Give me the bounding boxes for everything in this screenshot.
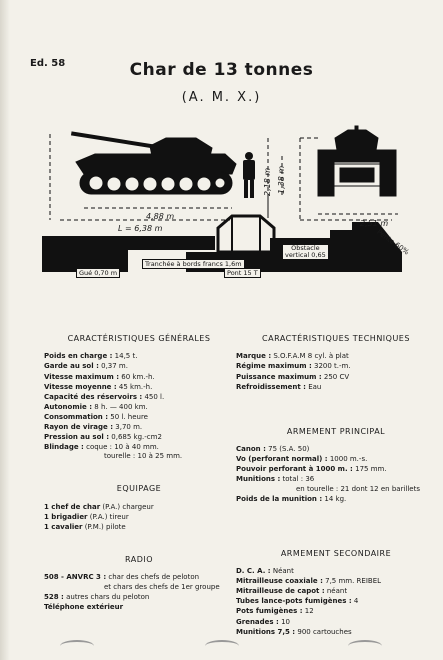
tank-front-view bbox=[318, 126, 396, 196]
main-armament-list bbox=[236, 445, 436, 504]
general-spec-row bbox=[44, 403, 234, 412]
general-spec-row bbox=[44, 373, 234, 382]
secondary-armament-row-value: 900 cartouches bbox=[297, 627, 352, 636]
dimension-height-tank: 2,18 m bbox=[263, 167, 272, 196]
general-spec-row-key: Autonomie : bbox=[44, 402, 93, 411]
general-spec-row bbox=[44, 433, 234, 442]
secondary-armament-row-value: 10 bbox=[281, 617, 290, 626]
tech-list bbox=[236, 352, 436, 391]
page-subtitle: (A. M. X.) bbox=[181, 90, 262, 105]
tech-spec-row-value: Eau bbox=[308, 382, 322, 391]
radio-row bbox=[44, 573, 234, 591]
crew-row bbox=[44, 503, 234, 512]
general-spec-row-key: Pression au sol : bbox=[44, 433, 110, 442]
general-spec-row bbox=[44, 383, 234, 392]
main-armament-row-value: total : 36 bbox=[282, 475, 315, 484]
general-spec-row-value: coque : 10 à 40 mm. bbox=[86, 443, 159, 452]
general-spec-row-value: 60 km.-h. bbox=[121, 372, 155, 381]
radio-row-key: 508 - ANVRC 3 : bbox=[44, 573, 107, 582]
radio-row-value: char des chefs de peloton bbox=[108, 573, 200, 582]
main-armament-row-value: 75 (S.A. 50) bbox=[268, 445, 310, 454]
crew-row-key: 1 cavalier bbox=[44, 523, 83, 531]
radio-row-key: Téléphone extérieur bbox=[44, 602, 124, 611]
secondary-armament-row-key: Munitions 7,5 : bbox=[236, 627, 296, 636]
label-trench: Tranchée à bords francs 1,6m bbox=[142, 259, 245, 269]
secondary-armament-row-key: Grenades : bbox=[236, 617, 279, 626]
secondary-armament-row-value: néant bbox=[326, 587, 348, 596]
secondary-armament-row bbox=[236, 577, 436, 586]
radio-row-value: autres chars du peloton bbox=[66, 592, 150, 601]
crew-row-key: 1 chef de char bbox=[44, 502, 101, 511]
left-column bbox=[44, 334, 234, 613]
secondary-armament-row-key: Tubes lance-pots fumigènes : bbox=[236, 597, 352, 606]
label-obstacle: Obstacle vertical 0,65 bbox=[282, 244, 329, 260]
general-spec-row-key: Poids en charge : bbox=[44, 352, 113, 361]
general-title: CARACTÉRISTIQUES GÉNÉRALES bbox=[67, 334, 211, 343]
main-armament-row-key: Pouvoir perforant à 1000 m. : bbox=[236, 465, 353, 474]
general-spec-row-key: Rayon de virage : bbox=[44, 423, 114, 432]
tank-diagram bbox=[0, 120, 443, 290]
radio-title: RADIO bbox=[124, 555, 154, 565]
crew-list bbox=[44, 503, 234, 532]
main-armament-row bbox=[236, 445, 436, 454]
crew-row bbox=[44, 513, 234, 522]
general-spec-row bbox=[44, 362, 234, 371]
tech-spec-row-value: S.O.F.A.M 8 cyl. à plat bbox=[273, 352, 349, 361]
main-armament-row-key: Munitions : bbox=[236, 475, 281, 484]
general-spec-row bbox=[44, 423, 234, 432]
secondary-armament-row bbox=[236, 597, 436, 606]
secondary-armament-row bbox=[236, 628, 436, 637]
tech-spec-row bbox=[236, 362, 436, 371]
dimension-length-total: L = 6,38 m bbox=[118, 224, 163, 233]
general-spec-row-key: Garde au sol : bbox=[44, 362, 99, 371]
secondary-armament-row bbox=[236, 587, 436, 596]
right-column bbox=[236, 334, 436, 638]
dimension-height-hull: 1,38 m bbox=[277, 165, 286, 194]
tech-title: CARACTÉRISTIQUES TECHNIQUES bbox=[262, 334, 410, 343]
general-spec-row bbox=[44, 352, 234, 361]
tech-spec-row bbox=[236, 352, 436, 361]
main-armament-row bbox=[236, 465, 436, 474]
dimension-width: 2,51 m bbox=[360, 219, 389, 228]
label-slope: Pente 60% bbox=[375, 228, 411, 257]
radio-row-key: 528 : bbox=[44, 592, 64, 601]
edition-number: Ed. 58 bbox=[30, 58, 66, 69]
main-armament-row-key: Poids de la munition : bbox=[236, 494, 323, 503]
tech-spec-row bbox=[236, 373, 436, 382]
binding-mark bbox=[60, 640, 94, 652]
main-armament-row bbox=[236, 455, 436, 464]
secondary-armament-row-key: Mitrailleuse coaxiale : bbox=[236, 577, 323, 586]
crew-row-key: 1 brigadier bbox=[44, 512, 88, 521]
crew-row-value: (P.A.) tireur bbox=[89, 512, 129, 521]
general-spec-row-subvalue: tourelle : 10 à 25 mm. bbox=[104, 452, 183, 461]
crew-row-value: (P.A.) chargeur bbox=[102, 502, 154, 511]
main-armament-row-key: Canon : bbox=[236, 445, 266, 454]
tech-spec-row-key: Puissance maximum : bbox=[236, 372, 322, 381]
main-armament-row bbox=[236, 475, 436, 493]
general-list bbox=[44, 352, 234, 461]
general-spec-row bbox=[44, 393, 234, 402]
general-spec-row-key: Vitesse maximum : bbox=[44, 372, 120, 381]
label-ford: Gué 0,70 m bbox=[76, 268, 120, 278]
tank-side-view bbox=[72, 132, 236, 194]
secondary-armament-row-key: Pots fumigènes : bbox=[236, 607, 303, 616]
main-armament-row-value: 14 kg. bbox=[324, 494, 347, 503]
main-armament-row bbox=[236, 495, 436, 504]
radio-list bbox=[44, 573, 234, 611]
general-spec-row-key: Blindage : bbox=[44, 443, 84, 452]
main-armament-row-value: 175 mm. bbox=[355, 465, 387, 474]
main-armament-title: ARMEMENT PRINCIPAL bbox=[286, 426, 386, 436]
general-spec-row-key: Vitesse moyenne : bbox=[44, 382, 117, 391]
general-spec-row-value: 0,37 m. bbox=[101, 362, 128, 371]
secondary-armament-row-key: D. C. A. : bbox=[236, 567, 271, 576]
binding-mark bbox=[348, 640, 382, 652]
general-spec-row-value: 0,685 kg.-cm2 bbox=[111, 433, 162, 442]
page-title: Char de 13 tonnes bbox=[129, 60, 314, 80]
secondary-armament-title: ARMEMENT SECONDAIRE bbox=[280, 548, 392, 558]
general-spec-row-key: Capacité des réservoirs : bbox=[44, 392, 143, 401]
tech-spec-row-key: Régime maximum : bbox=[236, 362, 312, 371]
secondary-armament-row bbox=[236, 567, 436, 576]
radio-row bbox=[44, 603, 234, 612]
crew-row-value: (P.M.) pilote bbox=[84, 523, 126, 531]
crew-row bbox=[44, 523, 234, 532]
general-spec-row-value: 50 l. heure bbox=[110, 412, 148, 421]
label-bridge: Pont 15 T bbox=[224, 268, 261, 278]
main-armament-row-value: 1000 m.-s. bbox=[329, 455, 368, 464]
secondary-armament-row bbox=[236, 618, 436, 627]
secondary-armament-row-value: Néant bbox=[272, 567, 294, 576]
tech-spec-row bbox=[236, 383, 436, 392]
tech-spec-row-value: 3200 t.-m. bbox=[314, 362, 351, 371]
radio-row bbox=[44, 593, 234, 602]
secondary-armament-row-key: Mitrailleuse de capot : bbox=[236, 587, 325, 596]
crew-title: EQUIPAGE bbox=[116, 484, 162, 494]
radio-row-subvalue: et chars des chefs de 1er groupe bbox=[104, 582, 220, 591]
general-spec-row-value: 8 h. — 400 km. bbox=[94, 402, 148, 411]
secondary-armament-list bbox=[236, 567, 436, 637]
general-spec-row-value: 3,70 m. bbox=[115, 423, 143, 432]
main-armament-row-key: Vo (perforant normal) : bbox=[236, 455, 328, 464]
binding-mark bbox=[205, 640, 239, 652]
general-spec-row-key: Consommation : bbox=[44, 412, 108, 421]
general-spec-row bbox=[44, 413, 234, 422]
main-armament-row-subvalue: en tourelle : 21 dont 12 en barillets bbox=[296, 484, 420, 493]
dimension-length-hull: 4,88 m bbox=[146, 212, 175, 221]
secondary-armament-row-value: 12 bbox=[304, 607, 314, 616]
secondary-armament-row-value: 7,5 mm. REIBEL bbox=[325, 577, 382, 586]
tech-spec-row-key: Marque : bbox=[236, 352, 272, 361]
general-spec-row-value: 450 l. bbox=[144, 392, 165, 401]
soldier-silhouette bbox=[243, 152, 255, 198]
general-spec-row-value: 14,5 t. bbox=[114, 352, 138, 361]
general-spec-row-value: 45 km.-h. bbox=[118, 382, 153, 391]
tech-spec-row-value: 250 CV bbox=[323, 372, 350, 381]
secondary-armament-row-value: 4 bbox=[353, 597, 359, 606]
tech-spec-row-key: Refroidissement : bbox=[236, 382, 306, 391]
general-spec-row bbox=[44, 443, 234, 461]
secondary-armament-row bbox=[236, 607, 436, 616]
